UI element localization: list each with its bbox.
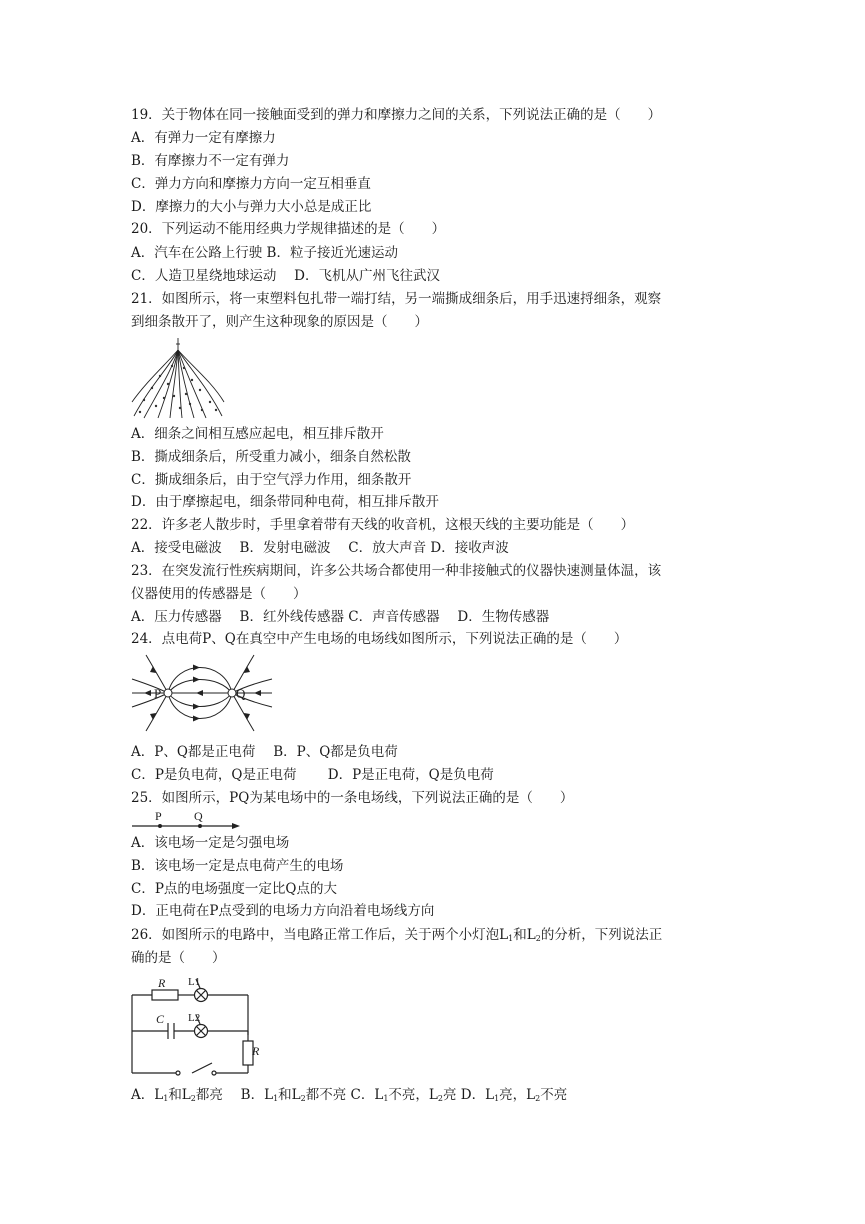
q25-option-c: C．P点的电场强度一定比Q点的大 [131,881,337,897]
q20-options-cd: C．人造卫星绕地球运动 D．飞机从广州飞往武汉 [131,268,440,284]
q24-label-p: P [154,686,162,701]
q25-field-line-figure [130,809,242,833]
q23-stem-line1: 23．在突发流行性疾病期间，许多公共场合都使用一种非接触式的仪器快速测量体温，该 [131,563,662,579]
q25-option-b: B．该电场一定是点电荷产生的电场 [131,858,344,874]
q21-plastic-strips-figure [130,336,226,420]
q25-label-p: P [155,809,162,823]
q26-circuit-figure [130,975,262,1079]
q24-stem: 24．点电荷P、Q在真空中产生电场的电场线如图所示，下列说法正确的是（ ） [131,631,628,647]
q22-options: A．接受电磁波 B．发射电磁波 C．放大声音 D．接收声波 [131,540,509,556]
q26-label-r-top: R [158,976,166,990]
q21-stem-line1: 21．如图所示，将一束塑料包扎带一端打结，另一端撕成细条后，用手迅速捋细条，观察 [131,291,662,307]
q24-options-cd: C．P是负电荷，Q是正电荷 D．P是正电荷，Q是负电荷 [131,767,494,783]
q26-label-r-right: R [252,1044,260,1058]
q21-option-a: A．细条之间相互感应起电，相互排斥散开 [131,426,384,442]
q25-option-d: D．正电荷在P点受到的电场力方向沿着电场线方向 [131,903,435,919]
q25-label-q: Q [194,809,203,823]
q20-stem: 20．下列运动不能用经典力学规律描述的是（ ） [131,221,446,237]
q21-option-b: B．撕成细条后，所受重力减小，细条自然松散 [131,449,411,465]
q25-stem: 25．如图所示，PQ为某电场中的一条电场线，下列说法正确的是（ ） [131,790,574,806]
q23-options: A．压力传感器 B．红外线传感器 C．声音传感器 D．生物传感器 [131,609,550,625]
q21-option-c: C．撕成细条后，由于空气浮力作用，细条散开 [131,472,412,488]
q24-label-q: Q [236,686,246,701]
q24-options-ab: A．P、Q都是正电荷 B．P、Q都是负电荷 [131,744,398,760]
q19-option-d: D．摩擦力的大小与弹力大小总是成正比 [131,199,372,215]
q24-field-lines-figure [130,653,274,733]
q26-options: A．$L_1$和$L_2$都亮 B．$L_1$和$L_2$都不亮 C．$L_1$不亮，$L_2$亮 D．$L_1$亮，$L_2$不亮 [131,1087,568,1103]
q25-option-a: A．该电场一定是匀强电场 [131,835,290,851]
q26-stem-line1: 26．如图所示的电路中，当电路正常工作后，关于两个小灯泡$L_1$和$L_2$的分析，下列说法正 [131,927,663,943]
q19-stem: 19．关于物体在同一接触面受到的弹力和摩擦力之间的关系，下列说法正确的是（ ） [131,107,662,123]
q22-stem: 22．许多老人散步时，手里拿着带有天线的收音机，这根天线的主要功能是（ ） [131,517,635,533]
q21-stem-line2: 到细条散开了，则产生这种现象的原因是（ ） [131,314,428,330]
q23-stem-line2: 仪器使用的传感器是（ ） [131,586,307,602]
q26-label-l2: L2 [188,1012,201,1024]
q20-options-ab: A．汽车在公路上行驶 B．粒子接近光速运动 [131,245,398,261]
q26-label-c: C [156,1012,165,1026]
q19-option-c: C．弹力方向和摩擦力方向一定互相垂直 [131,176,371,192]
q26-stem-line2: 确的是（ ） [131,950,226,966]
q19-option-b: B．有摩擦力不一定有弹力 [131,153,290,169]
q26-label-l1: L1 [188,976,201,988]
q19-option-a: A．有弹力一定有摩擦力 [131,130,276,146]
q21-option-d: D．由于摩擦起电，细条带同种电荷，相互排斥散开 [131,494,439,510]
